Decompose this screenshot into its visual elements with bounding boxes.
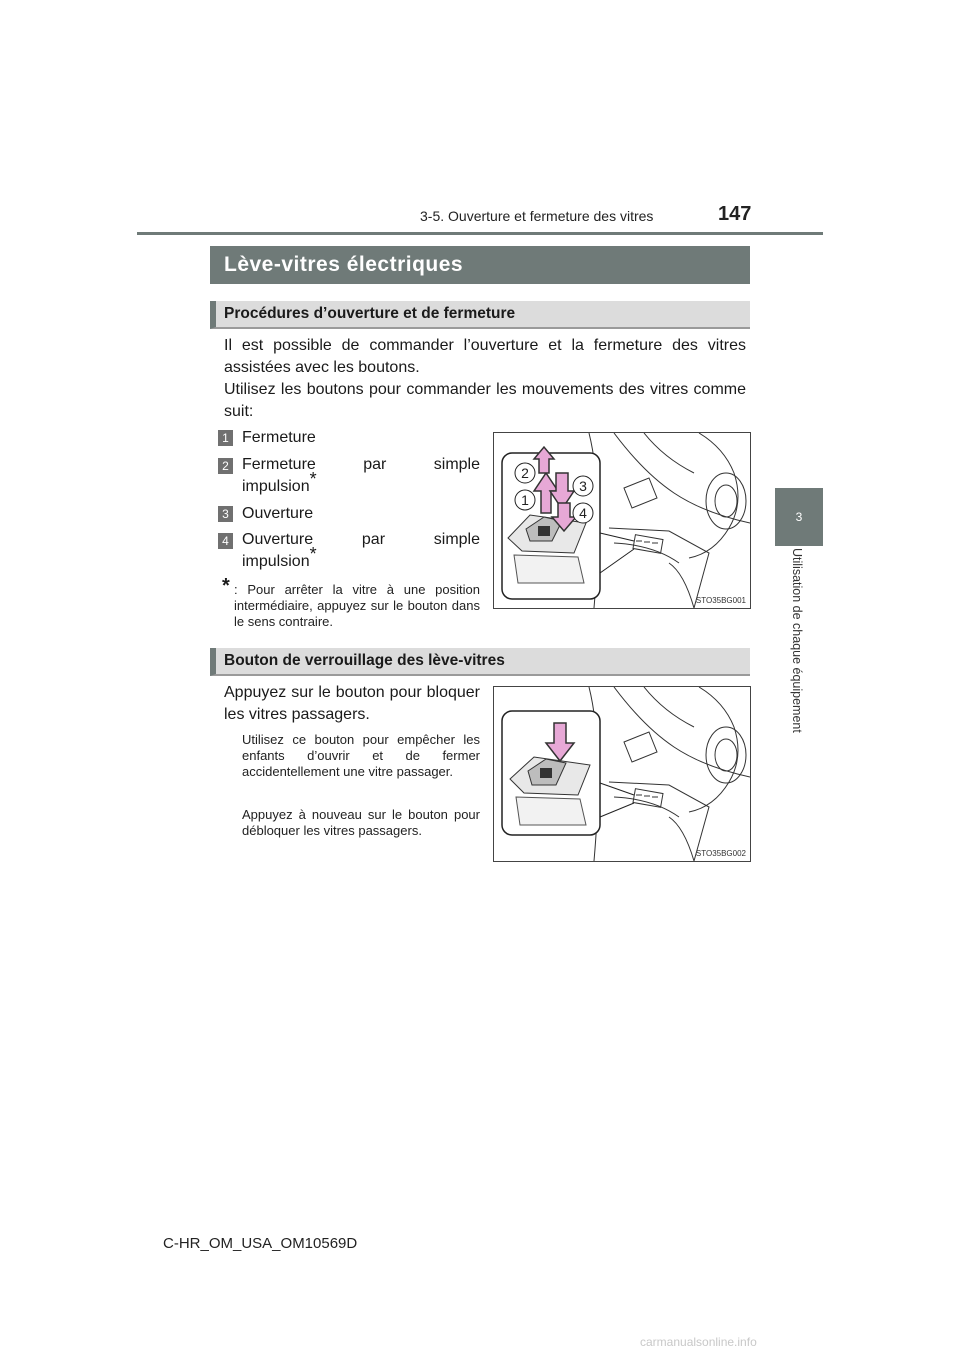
step-4-word-2: par xyxy=(361,531,386,548)
intro-paragraph-1: Il est possible de commander l’ouverture et la fermeture des vitres assistées avec les boutons. xyxy=(224,337,746,376)
section-title: Lève-vitres électriques xyxy=(210,246,750,284)
lock-button-paragraph: Appuyez sur le bouton pour bloquer les vitres passagers. xyxy=(224,684,480,723)
step-text-1: Fermeture xyxy=(242,429,316,446)
figure-code-2: STO35BG002 xyxy=(695,849,746,858)
step-2-word-2: par xyxy=(363,456,387,473)
footnote-asterisk: * xyxy=(222,575,230,597)
header-section-title: 3-5. Ouverture et fermeture des vitres xyxy=(420,208,654,224)
step-badge-3: 3 xyxy=(218,506,233,522)
figure-illustration-2 xyxy=(494,687,750,861)
document-code: C-HR_OM_USA_OM10569D xyxy=(163,1235,358,1252)
step-badge-4: 4 xyxy=(218,533,233,549)
lock-button-note-2: Appuyez à nouveau sur le bouton pour débloquer les vitres passagers. xyxy=(242,807,480,838)
watermark: carmanualsonline.info xyxy=(640,1335,757,1349)
subsection-heading-procedures: Procédures d’ouverture et de fermeture xyxy=(210,301,750,329)
figure-window-switch-operations xyxy=(493,432,751,609)
step-4-word-4: impulsion xyxy=(242,553,310,570)
figure-code-1: STO35BG001 xyxy=(695,596,746,605)
figure-label-1: 1 xyxy=(521,492,529,508)
page-number: 147 xyxy=(718,203,752,225)
step-text-2 xyxy=(242,454,480,498)
figure-label-4: 4 xyxy=(579,505,587,521)
figure-window-lock-button xyxy=(493,686,751,862)
header-rule xyxy=(137,232,823,235)
step-4-word-1: Ouverture xyxy=(242,531,314,548)
step-text-3: Ouverture xyxy=(242,505,314,522)
footnote-text: : Pour arrêter la vitre à une position intermédiaire, appuyez sur le bouton dans le sens contraire. xyxy=(234,582,480,629)
step-4-asterisk: * xyxy=(309,544,317,564)
chapter-tab: 3 xyxy=(775,488,823,546)
chapter-side-label xyxy=(788,548,808,778)
step-2-word-1: Fermeture xyxy=(242,456,316,473)
step-text-4 xyxy=(242,529,480,573)
step-2-asterisk: * xyxy=(309,469,317,489)
step-2-word-4: impulsion xyxy=(242,478,310,495)
figure-label-2: 2 xyxy=(521,465,529,481)
lock-button-note-1: Utilisez ce bouton pour empêcher les enfants d’ouvrir et de fermer accidentellement une vitre passager. xyxy=(242,732,480,779)
chapter-side-label-text: Utilisation de chaque équipement xyxy=(790,548,804,733)
step-2-word-3: simple xyxy=(433,456,480,473)
step-badge-2: 2 xyxy=(218,458,233,474)
intro-paragraph-2: Utilisez les boutons pour commander les mouvements des vitres comme suit: xyxy=(224,381,746,420)
step-badge-1: 1 xyxy=(218,430,233,446)
subsection-heading-lock-button: Bouton de verrouillage des lève-vitres xyxy=(210,648,750,676)
figure-label-3: 3 xyxy=(579,478,587,494)
figure-illustration-1 xyxy=(494,433,750,608)
step-4-word-3: simple xyxy=(433,531,480,548)
